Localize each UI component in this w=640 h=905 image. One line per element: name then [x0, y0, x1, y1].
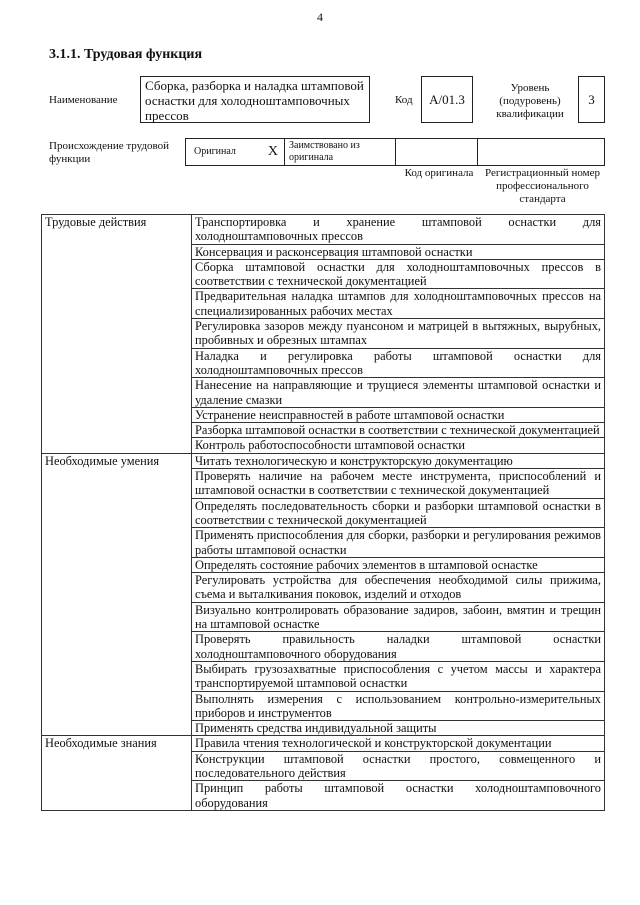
item-cell: Транспортировка и хранение штамповой оснастки для холодноштамповочных прессов — [192, 215, 605, 245]
item-cell: Контроль работоспособности штамповой оснастки — [192, 438, 605, 453]
table-row — [42, 736, 605, 751]
reg-number-caption: Регистрационный номер профессионального стандарта — [484, 167, 601, 205]
category-cell: Необходимые умения — [42, 453, 192, 736]
borrowed-label: Заимствовано из оригинала — [285, 139, 396, 165]
original-label: Оригинал — [194, 146, 236, 157]
item-cell: Разборка штамповой оснастки в соответствии с технической документацией — [192, 423, 605, 438]
level-value: 3 — [578, 76, 605, 123]
item-cell: Консервация и расконсервация штамповой оснастки — [192, 244, 605, 259]
category-cell: Трудовые действия — [42, 215, 192, 454]
table-row — [42, 453, 605, 468]
item-cell: Предварительная наладка штампов для холодноштамповочных прессов на специализированных рабочих местах — [192, 289, 605, 319]
item-cell: Устранение неисправностей в работе штамповой оснастки — [192, 407, 605, 422]
reg-number-cell — [478, 139, 604, 165]
item-cell: Нанесение на направляющие и трущиеся элементы штамповой оснастки и удаление смазки — [192, 378, 605, 408]
table-row — [42, 215, 605, 245]
item-cell: Наладка и регулировка работы штамповой оснастки для холодноштамповочных прессов — [192, 348, 605, 378]
item-cell: Правила чтения технологической и конструкторской документации — [192, 736, 605, 751]
origin-table — [185, 138, 605, 166]
item-cell: Сборка штамповой оснастки для холодноштамповочных прессов в соответствии с технической документацией — [192, 259, 605, 289]
code-value: A/01.3 — [421, 76, 473, 123]
function-table — [41, 214, 605, 811]
origin-label: Происхождение трудовой функции — [49, 140, 170, 165]
item-cell: Проверять правильность наладки штамповой оснастки холодноштамповочного оборудования — [192, 632, 605, 662]
item-cell: Регулировка зазоров между пуансоном и матрицей в вытяжных, вырубных, пробивных и обрезных штампах — [192, 319, 605, 349]
original-mark: X — [267, 144, 278, 159]
item-cell: Применять приспособления для сборки, разборки и регулирования режимов работы штамповой оснастки — [192, 528, 605, 558]
page-number: 4 — [317, 10, 323, 24]
section-title: 3.1.1. Трудовая функция — [49, 47, 203, 62]
item-cell: Проверять наличие на рабочем месте инструмента, приспособлений и штамповой оснастки в соответствии с технической документацией — [192, 469, 605, 499]
item-cell: Выбирать грузозахватные приспособления с учетом массы и характера транспортируемой штамповой оснастки — [192, 661, 605, 691]
item-cell: Читать технологическую и конструкторскую документацию — [192, 453, 605, 468]
name-value: Сборка, разборка и наладка штамповой оснастки для холодноштамповочных прессов — [140, 76, 370, 123]
item-cell: Выполнять измерения с использованием контрольно-измерительных приборов и инструментов — [192, 691, 605, 721]
name-label: Наименование — [49, 94, 118, 106]
category-cell: Необходимые знания — [42, 736, 192, 810]
item-cell: Конструкции штамповой оснастки простого, совмещенного и последовательного действия — [192, 751, 605, 781]
code-original-caption: Код оригинала — [404, 167, 474, 179]
item-cell: Определять состояние рабочих элементов в штамповой оснастке — [192, 557, 605, 572]
code-original-cell — [396, 139, 478, 165]
code-label: Код — [395, 94, 413, 106]
item-cell: Применять средства индивидуальной защиты — [192, 721, 605, 736]
item-cell: Визуально контролировать образование задиров, забоин, вмятин и трещин на штамповой оснастке — [192, 602, 605, 632]
item-cell: Определять последовательность сборки и разборки штамповой оснастки в соответствии с технической документацией — [192, 498, 605, 528]
item-cell: Принцип работы штамповой оснастки холодноштамповочного оборудования — [192, 781, 605, 811]
level-label: Уровень (подуровень) квалификации — [496, 82, 564, 120]
item-cell: Регулировать устройства для обеспечения необходимой силы прижима, съема и выталкивания поковок, изделий и отходов — [192, 573, 605, 603]
